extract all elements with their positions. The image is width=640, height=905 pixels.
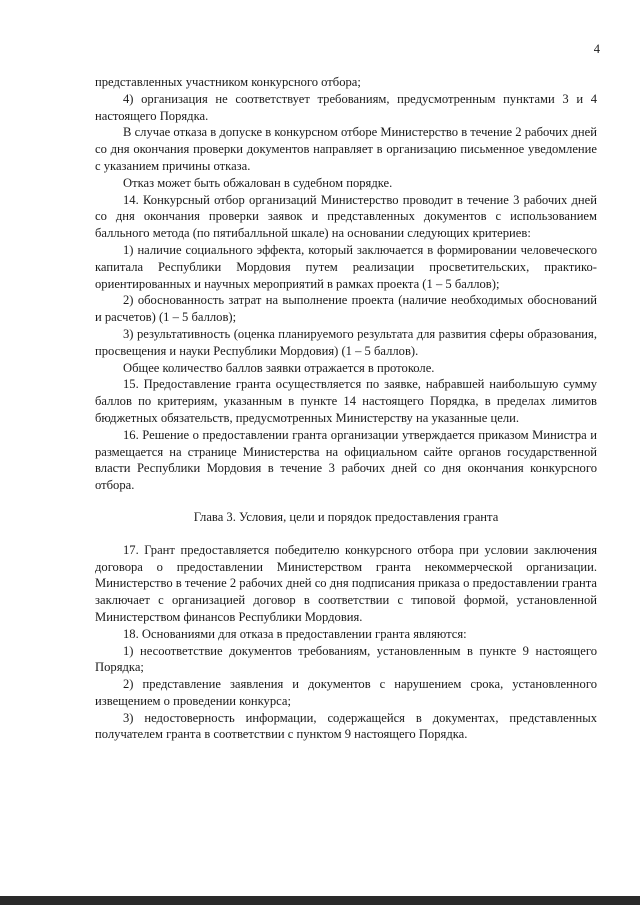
paragraph: Отказ может быть обжалован в судебном порядке.	[123, 175, 393, 190]
paragraphs-after	[95, 542, 597, 744]
paragraph: представленных участником конкурсного отбора;	[95, 75, 361, 89]
paragraphs-before	[95, 74, 597, 494]
document-body	[95, 74, 597, 743]
paragraph: Общее количество баллов заявки отражается в протоколе.	[123, 360, 435, 375]
paragraph: 17. Грант предоставляется победителю конкурсного отбора при условии заключения договора о предоставлении Министерством гранта некоммерческой организации. Министерство в течение 2 рабочих дней со дня подписания приказа о предоставлении гранта заключает с организацией договор в соответствии с типовой формой, установленной Министерством финансов Республики Мордовия.	[95, 542, 597, 624]
paragraph: 3) результативность (оценка планируемого результата для развития сферы образования, просвещения и науки Республики Мордовия) (1 – 5 баллов).	[95, 326, 597, 358]
paragraph: 1) несоответствие документов требованиям, установленным в пункте 9 настоящего Порядка;	[95, 643, 597, 675]
scan-bottom-edge	[0, 896, 640, 905]
paragraph: 18. Основаниями для отказа в предоставлении гранта являются:	[123, 626, 467, 641]
paragraph: 16. Решение о предоставлении гранта организации утверждается приказом Министра и размещается на странице Министерства на официальном сайте органов государственной власти Республики Мордовия в течение 3 рабочих дней со дня окончания конкурсного отбора.	[95, 427, 597, 493]
paragraph: 3) недостоверность информации, содержащейся в документах, представленных получателем гранта в соответствии с пунктом 9 настоящего Порядка.	[95, 710, 597, 742]
paragraph: 2) обоснованность затрат на выполнение проекта (наличие необходимых обоснований и расчетов) (1 – 5 баллов);	[95, 293, 597, 325]
chapter-heading: Глава 3. Условия, цели и порядок предоставления гранта	[193, 509, 499, 524]
paragraph: 14. Конкурсный отбор организаций Министерство проводит в течение 3 рабочих дней со дня окончания проверки заявок и представленных документов с использованием балльного метода (по пятибалльной шкале) на основании следующих критериев:	[95, 192, 597, 241]
paragraph: 2) представление заявления и документов с нарушением срока, установленного извещением о проведении конкурса;	[95, 677, 597, 708]
paragraph: 1) наличие социального эффекта, который заключается в формировании человеческого капитала Республики Мордовия путем реализации просветительских, практико-ориентированных и научных мероприятий в рамках проекта (1 – 5 баллов);	[95, 242, 597, 291]
page-number: 4	[593, 42, 600, 56]
paragraph: 4) организация не соответствует требованиям, предусмотренным пунктами 3 и 4 настоящего Порядка.	[95, 91, 597, 123]
paragraph: 15. Предоставление гранта осуществляется по заявке, набравшей наибольшую сумму баллов по критериям, указанным в пункте 14 настоящего Порядка, в пределах лимитов бюджетных обязательств, предусмотренных Министерству на указанные цели.	[95, 377, 597, 425]
paragraph: В случае отказа в допуске в конкурсном отборе Министерство в течение 2 рабочих дней со дня окончания проверки документов направляет в организацию письменное уведомление с указанием причины отказа.	[95, 125, 597, 173]
